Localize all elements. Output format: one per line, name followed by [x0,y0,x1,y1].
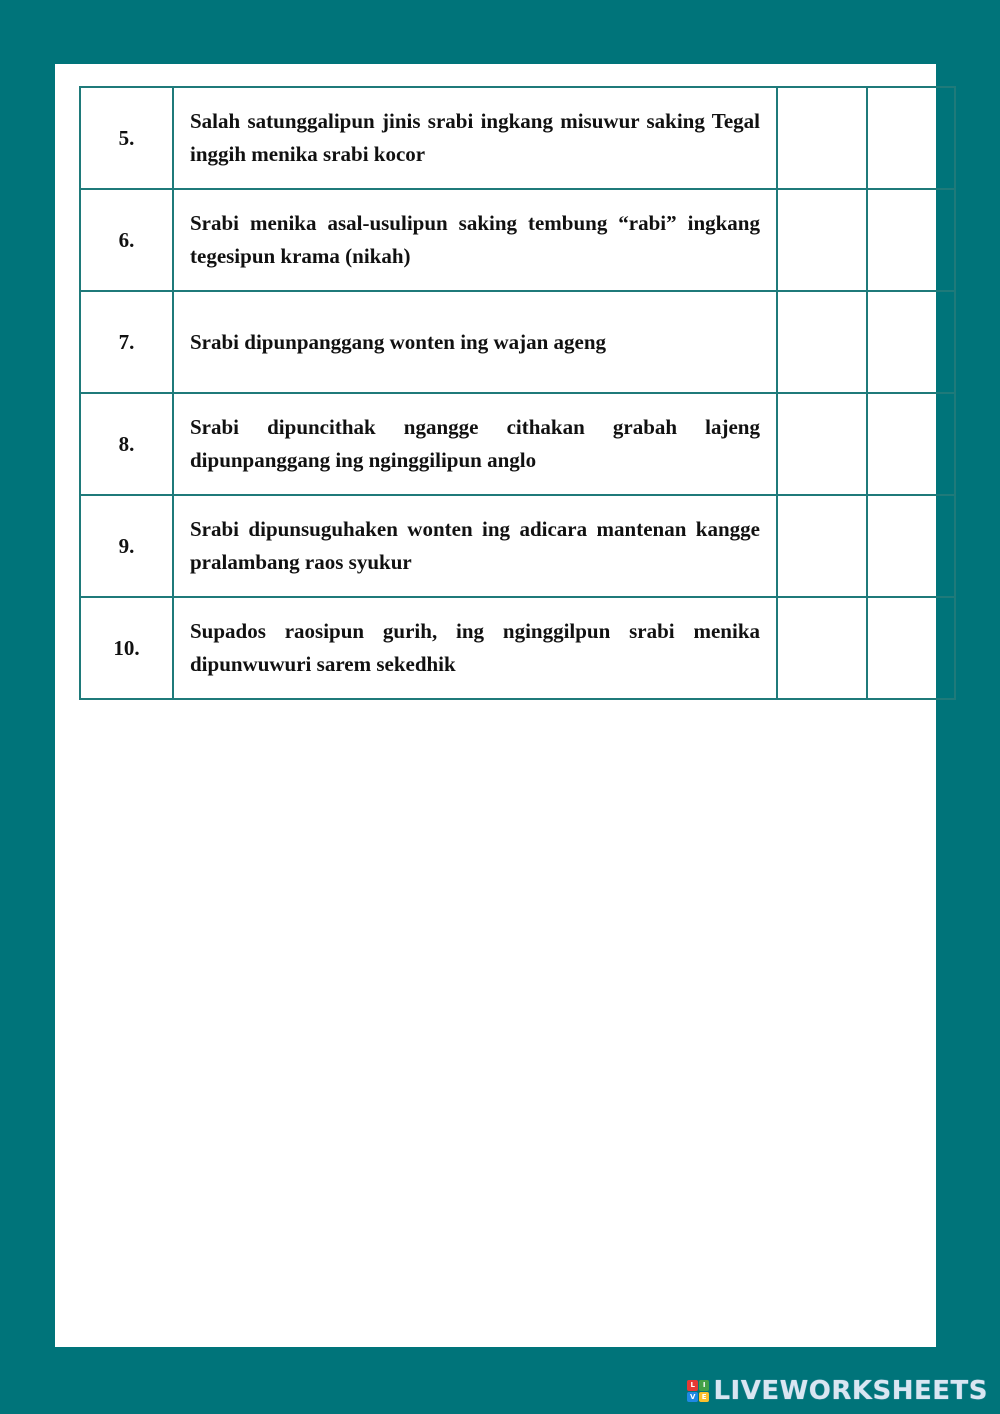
worksheet-page [55,64,936,1347]
table-row [80,189,955,291]
liveworksheets-logo-icon [687,1380,709,1402]
row-number: 5. [80,87,173,189]
liveworksheets-brand [687,1376,988,1406]
row-number: 6. [80,189,173,291]
row-statement: Srabi menika asal-usulipun saking tembung “rabi” ingkang tegesipun krama (nikah) [173,189,777,291]
logo-tile: I [699,1380,710,1391]
table-row [80,87,955,189]
answer-cell-false[interactable] [867,597,955,699]
table-row [80,291,955,393]
answer-cell-true[interactable] [777,597,867,699]
answer-cell-false[interactable] [867,291,955,393]
row-number: 9. [80,495,173,597]
table-row [80,597,955,699]
answer-cell-true[interactable] [777,87,867,189]
row-number: 7. [80,291,173,393]
answer-cell-true[interactable] [777,189,867,291]
table-row [80,393,955,495]
row-statement: Srabi dipunpanggang wonten ing wajan ageng [173,291,777,393]
answer-cell-true[interactable] [777,495,867,597]
statement-table [79,86,956,700]
answer-cell-false[interactable] [867,189,955,291]
logo-tile: V [687,1392,698,1403]
answer-cell-false[interactable] [867,495,955,597]
row-number: 10. [80,597,173,699]
logo-tile: L [687,1380,698,1391]
row-statement: Srabi dipunsuguhaken wonten ing adicara mantenan kangge pralambang raos syukur [173,495,777,597]
answer-cell-true[interactable] [777,291,867,393]
logo-tile: E [699,1392,710,1403]
row-statement: Salah satunggalipun jinis srabi ingkang misuwur saking Tegal inggih menika srabi kocor [173,87,777,189]
brand-name: LIVEWORKSHEETS [713,1376,988,1406]
answer-cell-true[interactable] [777,393,867,495]
row-number: 8. [80,393,173,495]
table-row [80,495,955,597]
answer-cell-false[interactable] [867,393,955,495]
row-statement: Supados raosipun gurih, ing nginggilpun srabi menika dipunwuwuri sarem sekedhik [173,597,777,699]
row-statement: Srabi dipuncithak ngangge cithakan grabah lajeng dipunpanggang ing nginggilipun anglo [173,393,777,495]
answer-cell-false[interactable] [867,87,955,189]
